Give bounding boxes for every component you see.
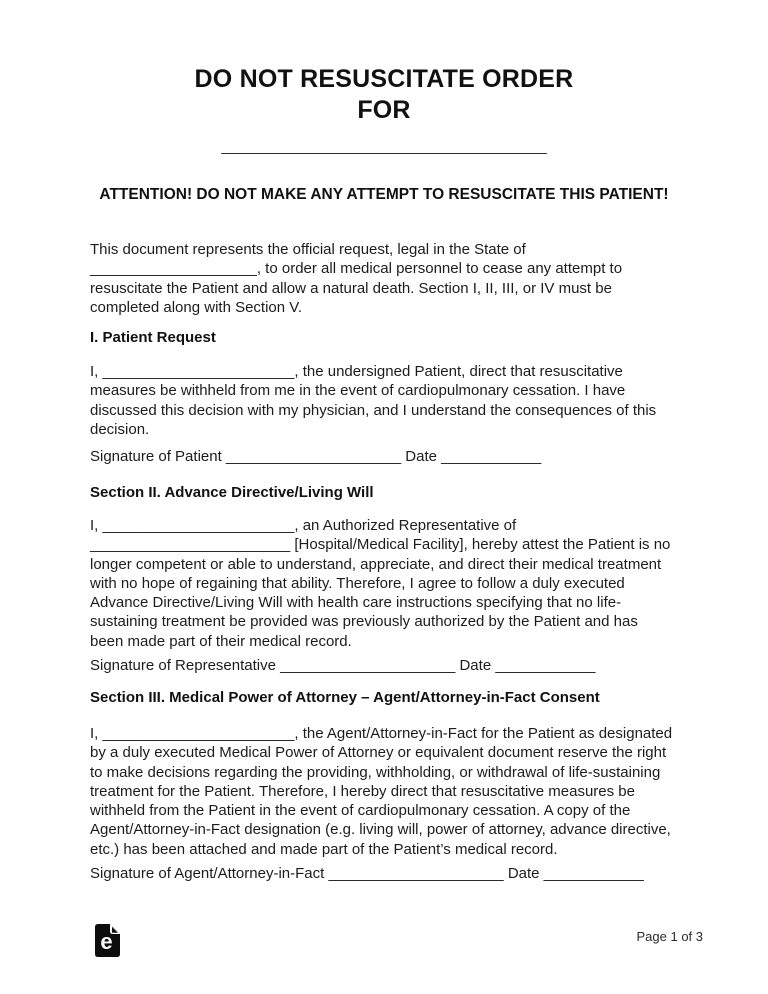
document-page-icon [95, 924, 120, 957]
document-title [0, 64, 768, 126]
intro-line: This document represents the official request, legal in the State of [90, 241, 526, 258]
representative-signature-line[interactable]: Signature of Representative _____________________ Date ____________ [90, 657, 596, 674]
section-2-line: sustaining treatment be provided was previously authorized by the Patient and has [90, 613, 638, 631]
section-2-paragraph [90, 516, 690, 651]
intro-paragraph [90, 240, 690, 317]
page-number-label: Page 1 of 3 [636, 929, 703, 944]
patient-name-blank-line[interactable]: _______________________________________ [221, 138, 547, 155]
section-3-paragraph [90, 724, 690, 859]
section-1-paragraph [90, 362, 690, 439]
intro-line: ____________________, to order all medical personnel to cease any attempt to [90, 260, 623, 278]
section-2-line: been made part of their medical record. [90, 632, 352, 650]
section-3-line: treatment for the Patient. Therefore, I hereby direct that resuscitative measures be [90, 782, 635, 800]
section-3-line: Agent/Attorney-in-Fact designation (e.g. living will, power of attorney, advance directive, [90, 821, 671, 839]
patient-signature-line[interactable]: Signature of Patient _____________________ Date ____________ [90, 448, 542, 465]
agent-signature-line[interactable]: Signature of Agent/Attorney-in-Fact _____________________ Date ____________ [90, 865, 644, 882]
document-title-line1: DO NOT RESUSCITATE ORDER [194, 65, 574, 93]
section-1-heading: I. Patient Request [90, 329, 216, 346]
section-3-line: to make decisions regarding the providing, withholding, or withdrawal of life-sustaining [90, 763, 661, 781]
section-1-line: decision. [90, 420, 150, 438]
section-2-line: with no hope of regaining that ability. Therefore, I agree to follow a duly executed [90, 574, 625, 592]
intro-line: completed along with Section V. [90, 298, 303, 316]
logo-letter-e: e [100, 929, 113, 954]
section-3-line: by a duly executed Medical Power of Attorney or equivalent document reserve the right [90, 744, 667, 762]
document-title-line2: FOR [357, 96, 411, 124]
section-1-line: discussed this decision with my physician, and I understand the consequences of this [90, 401, 657, 419]
attention-banner: ATTENTION! DO NOT MAKE ANY ATTEMPT TO RESUSCITATE THIS PATIENT! [99, 186, 669, 203]
section-2-line: longer competent or able to understand, appreciate, and direct their medical treatment [90, 555, 662, 573]
section-2-line: ________________________ [Hospital/Medical Facility], hereby attest the Patient is no [90, 536, 671, 554]
eforms-logo [95, 924, 120, 957]
section-1-line: I, _______________________, the undersigned Patient, direct that resuscitative [90, 363, 623, 380]
section-3-line: etc.) has been attached and made part of the Patient’s medical record. [90, 840, 558, 858]
section-3-line: I, _______________________, the Agent/Attorney-in-Fact for the Patient as designated [90, 725, 673, 742]
section-2-line: Advance Directive/Living Will with health care instructions specifying that no life- [90, 594, 622, 612]
section-3-line: withheld from the Patient in the event of cardiopulmonary cessation. A copy of the [90, 802, 631, 820]
intro-line: resuscitate the Patient and allow a natural death. Section I, II, III, or IV must be [90, 279, 612, 297]
section-2-line: I, _______________________, an Authorized Representative of [90, 517, 517, 534]
section-2-heading: Section II. Advance Directive/Living Will [90, 484, 374, 501]
section-3-heading: Section III. Medical Power of Attorney – Agent/Attorney-in-Fact Consent [90, 689, 600, 706]
section-1-line: measures be withheld from me in the event of cardiopulmonary cessation. I have [90, 382, 626, 400]
